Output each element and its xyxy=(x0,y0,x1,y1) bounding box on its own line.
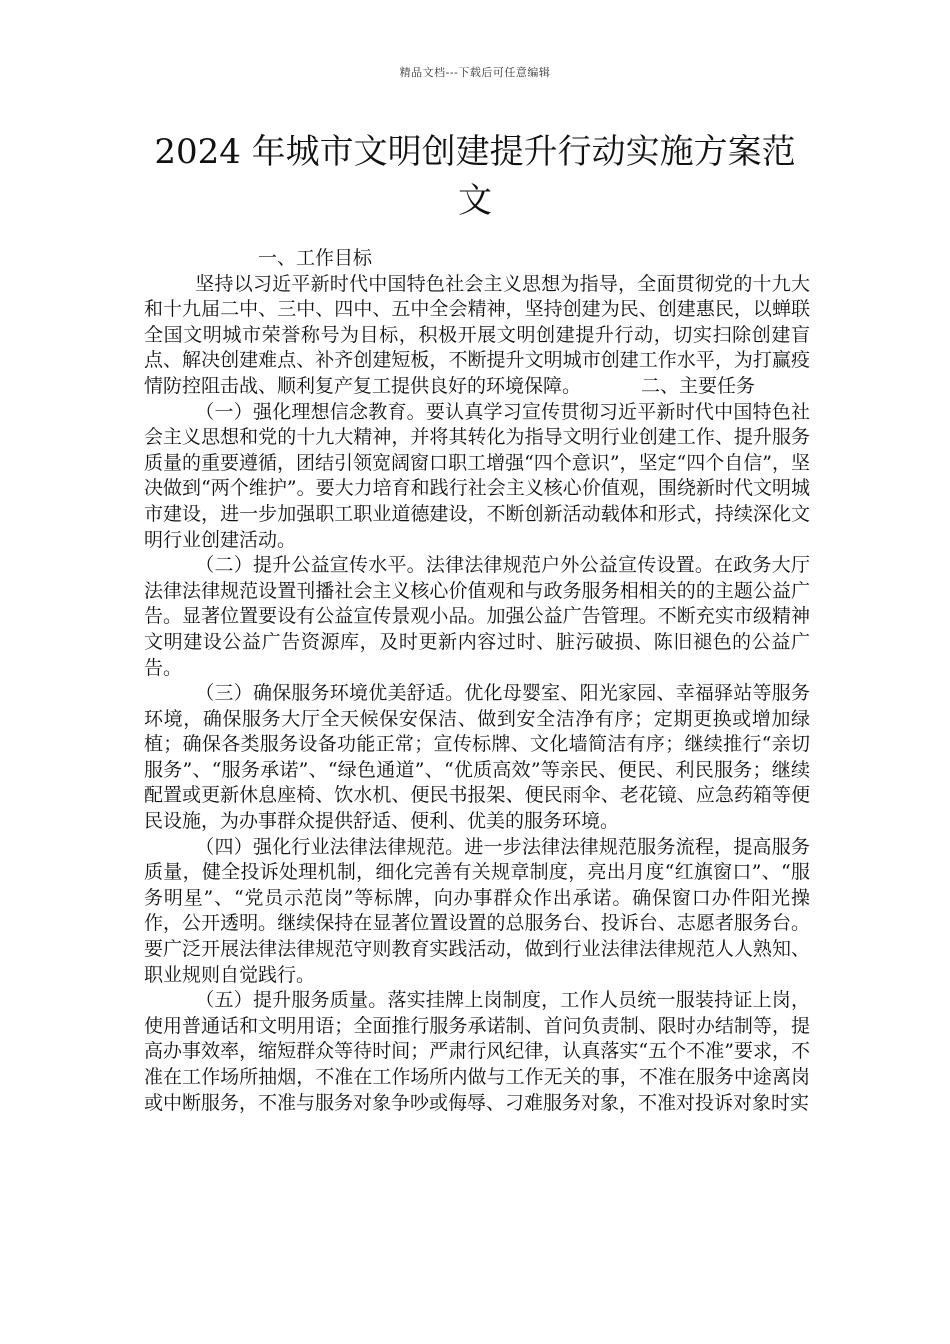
paragraph-goal-text: 坚持以习近平新时代中国特色社会主义思想为指导，全面贯彻党的十九大和十九届二中、三中、四中、五中全会精神，坚持创建为民、创建惠民，以蝉联全国文明城市荣誉称号为目标，积极开展文明创建提升行动，切实扫除创建盲点、解决创建难点、补齐创建短板，不断提升文明城市创建工作水平，为打赢疫情防控阻击战、顺利复产复工提供良好的环境保障。 xyxy=(144,272,810,397)
section-heading-tasks: 二、主要任务 xyxy=(641,374,756,397)
document-body xyxy=(144,246,810,1116)
paragraph-goal xyxy=(144,272,810,400)
paragraph-task-2: （二）提升公益宣传水平。法律法律规范户外公益宣传设置。在政务大厅法律法律规范设置刊播社会主义核心价值观和与政务服务相相关的的主题公益广告。显著位置要设有公益宣传景观小品。加强公益广告管理。不断充实市级精神文明建设公益广告资源库，及时更新内容过时、脏污破损、陈旧褪色的公益广告。 xyxy=(144,554,810,679)
section-heading-goal: 一、工作目标 xyxy=(258,247,373,269)
document-title: 2024 年城市文明创建提升行动实施方案范文 xyxy=(154,132,796,221)
paragraph-task-5: （五）提升服务质量。落实挂牌上岗制度，工作人员统一服装持证上岗，使用普通话和文明用语；全面推行服务承诺制、首问负责制、限时办结制等，提高办事效率，缩短群众等待时间；严肃行风纪律，认真落实“五个不准”要求，不准在工作场所抽烟，不准在工作场所内做与工作无关的事，不准在服务中途离岗或中断服务，不准与服务对象争吵或侮辱、刁难服务对象，不准对投诉对象时实 xyxy=(144,989,810,1114)
header-note: 精品文档---下载后可任意编辑 xyxy=(399,66,551,79)
paragraph-task-1: （一）强化理想信念教育。要认真学习宣传贯彻习近平新时代中国特色社会主义思想和党的十九大精神，并将其转化为指导文明行业创建工作、提升服务质量的重要遵循，团结引领宽阔窗口职工增强“四个意识”，坚定“四个自信”，坚决做到“两个维护”。要大力培育和践行社会主义核心价值观，围绕新时代文明城市建设，进一步加强职工职业道德建设，不断创新活动载体和形式，持续深化文明行业创建活动。 xyxy=(144,400,810,551)
paragraph-task-3: （三）确保服务环境优美舒适。优化母婴室、阳光家园、幸福驿站等服务环境，确保服务大厅全天候保安保洁、做到安全洁净有序；定期更换或增加绿植；确保各类服务设备功能正常；宣传标牌、文化墙简洁有序；继续推行“亲切服务”、“服务承诺”、“绿色通道”、“优质高效”等亲民、便民、利民服务；继续配置或更新休息座椅、饮水机、便民书报架、便民雨伞、老花镜、应急药箱等便民设施，为办事群众提供舒适、便利、优美的服务环境。 xyxy=(144,682,810,833)
paragraph-task-4: （四）强化行业法律法律规范。进一步法律法律规范服务流程，提高服务质量，健全投诉处理机制，细化完善有关规章制度，亮出月度“红旗窗口”、“服务明星”、“党员示范岗”等标牌，向办事群众作出承诺。确保窗口办件阳光操作，公开透明。继续保持在显著位置设置的总服务台、投诉台、志愿者服务台。要广泛开展法律法律规范守则教育实践活动，做到行业法律法律规范人人熟知、职业规则自觉践行。 xyxy=(144,835,810,986)
